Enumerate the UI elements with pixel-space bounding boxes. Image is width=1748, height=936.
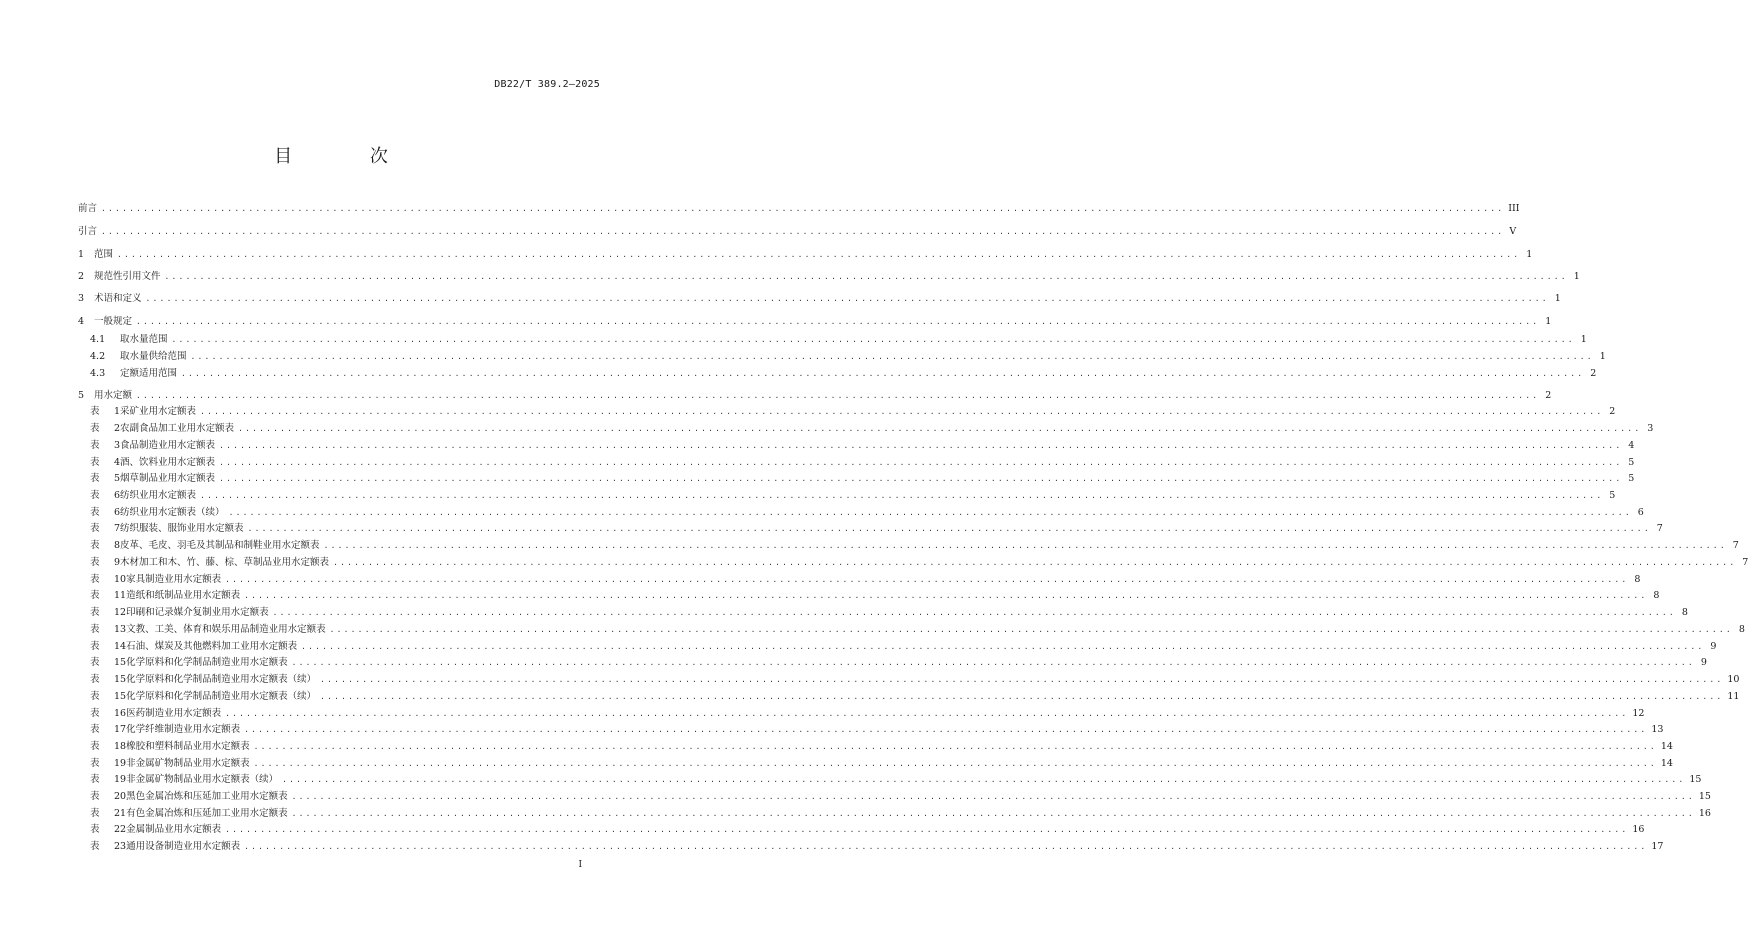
- toc-entry-page: 9: [1700, 657, 1707, 668]
- toc-entry[interactable]: [78, 202, 1520, 216]
- toc-entry-label: 定额适用范围: [120, 368, 178, 379]
- toc-entry-number: 表: [90, 824, 100, 835]
- toc-leader-dots: ........................................................................................................................................................................................................: [145, 294, 1549, 303]
- toc-table-number: 17: [114, 724, 127, 735]
- toc-entry-label: 橡胶和塑料制品业用水定额表: [126, 741, 250, 752]
- toc-entry-label: 食品制造业用水定额表: [120, 440, 216, 451]
- toc-entry-number: 表: [90, 440, 100, 451]
- toc-entry[interactable]: [78, 292, 1561, 306]
- toc-table-number: 15: [114, 691, 127, 702]
- toc-leader-dots: ........................................................................................................................................................................................................: [117, 250, 1521, 259]
- toc-entry-number: 表: [90, 641, 100, 652]
- toc-table-number: 21: [114, 808, 127, 819]
- toc-table-number: 15: [114, 674, 127, 685]
- toc-entry[interactable]: [90, 773, 1702, 787]
- toc-entry-label: 前言: [78, 203, 98, 214]
- toc-entry-number: 表: [90, 473, 100, 484]
- toc-table-number: 2: [114, 423, 121, 434]
- toc-leader-dots: ........................................................................................................................................................................................................: [219, 474, 1623, 483]
- toc-entry-number: 4: [78, 316, 85, 327]
- toc-entry[interactable]: [90, 522, 1663, 536]
- toc-entry-label: 范围: [94, 249, 114, 260]
- toc-entry-label: 木材加工和木、竹、藤、棕、草制品业用水定额表: [120, 557, 330, 568]
- toc-entry-number: 5: [78, 390, 85, 401]
- toc-entry-page: 10: [1727, 674, 1740, 685]
- toc-entry-number: 表: [90, 691, 100, 702]
- toc-entry[interactable]: [78, 248, 1533, 262]
- toc-entry-label: 石油、煤炭及其他燃料加工业用水定额表: [126, 641, 298, 652]
- toc-table-number: 16: [114, 708, 127, 719]
- toc-entry-number: 表: [90, 507, 100, 518]
- toc-entry-number: 表: [90, 708, 100, 719]
- toc-table-number: 9: [114, 557, 121, 568]
- toc-entry[interactable]: [90, 640, 1717, 654]
- toc-entry-page: 8: [1634, 574, 1641, 585]
- toc-entry[interactable]: [90, 707, 1645, 721]
- toc-leader-dots: ........................................................................................................................................................................................................: [200, 407, 1604, 416]
- toc-entry-page: 14: [1660, 741, 1673, 752]
- toc-entry[interactable]: [78, 315, 1552, 329]
- toc-entry-page: 5: [1628, 473, 1635, 484]
- toc-leader-dots: ........................................................................................................................................................................................................: [320, 692, 1724, 701]
- toc-entry-page: 2: [1609, 406, 1616, 417]
- toc-entry[interactable]: [90, 573, 1641, 587]
- toc-table-number: 14: [114, 641, 127, 652]
- toc-leader-dots: ........................................................................................................................................................................................................: [323, 541, 1727, 550]
- toc-entry-number: 表: [90, 624, 100, 635]
- toc-entry[interactable]: [90, 333, 1587, 347]
- toc-entry-page: 6: [1637, 507, 1644, 518]
- toc-table-number: 13: [114, 624, 127, 635]
- toc-entry[interactable]: [78, 225, 1517, 239]
- toc-entry-label: 引言: [78, 226, 98, 237]
- toc-entry-number: 4.3: [90, 368, 106, 379]
- toc-table-number: 12: [114, 607, 127, 618]
- toc-table-number: 6: [114, 507, 121, 518]
- toc-table-number: 15: [114, 657, 127, 668]
- page-number: I: [578, 860, 582, 870]
- toc-entry-page: 15: [1698, 791, 1711, 802]
- toc-entry-page: 7: [1732, 540, 1739, 551]
- toc-leader-dots: ........................................................................................................................................................................................................: [225, 575, 1629, 584]
- toc-entry-label: 取水量供给范围: [120, 351, 187, 362]
- toc-entry-page: 8: [1653, 590, 1660, 601]
- toc-entry-number: 表: [90, 674, 100, 685]
- toc-table-number: 3: [114, 440, 121, 451]
- toc-entry[interactable]: [90, 439, 1635, 453]
- toc-entry-number: 1: [78, 249, 85, 260]
- toc-leader-dots: ........................................................................................................................................................................................................: [228, 508, 1632, 517]
- toc-leader-dots: ........................................................................................................................................................................................................: [244, 591, 1648, 600]
- toc-entry-label: 用水定额: [94, 390, 133, 401]
- toc-leader-dots: ........................................................................................................................................................................................................: [164, 272, 1568, 281]
- toc-entry[interactable]: [90, 422, 1654, 436]
- toc-entry-page: 17: [1651, 841, 1664, 852]
- toc-leader-dots: ........................................................................................................................................................................................................: [200, 491, 1604, 500]
- toc-entry-number: 表: [90, 574, 100, 585]
- toc-entry-number: 3: [78, 293, 85, 304]
- toc-entry[interactable]: [90, 506, 1644, 520]
- toc-leader-dots: ........................................................................................................................................................................................................: [225, 709, 1629, 718]
- toc-entry-number: 表: [90, 590, 100, 601]
- toc-table-number: 1: [114, 406, 121, 417]
- toc-entry-page: 8: [1681, 607, 1688, 618]
- toc-entry[interactable]: [90, 790, 1711, 804]
- toc-entry[interactable]: [90, 556, 1748, 570]
- toc-entry-number: 表: [90, 808, 100, 819]
- toc-entry[interactable]: [90, 740, 1673, 754]
- toc-entry-label: 酒、饮料业用水定额表: [120, 457, 216, 468]
- toc-entry[interactable]: [90, 623, 1745, 637]
- toc-entry-label: 医药制造业用水定额表: [126, 708, 222, 719]
- toc-entry-label: 术语和定义: [94, 293, 142, 304]
- toc-entry-page: 4: [1628, 440, 1635, 451]
- toc-entry-label: 家具制造业用水定额表: [126, 574, 222, 585]
- toc-entry-label: 农副食品加工业用水定额表: [120, 423, 235, 434]
- toc-entry-label: 纺织业用水定额表（续）: [120, 507, 225, 518]
- toc-entry[interactable]: [90, 723, 1664, 737]
- toc-entry[interactable]: [90, 456, 1635, 470]
- toc-table-number: 8: [114, 540, 121, 551]
- toc-entry-number: 表: [90, 758, 100, 769]
- toc-entry-number: 表: [90, 557, 100, 568]
- toc-entry-page: 1: [1599, 351, 1606, 362]
- toc-leader-dots: ........................................................................................................................................................................................................: [136, 391, 1540, 400]
- toc-entry-label: 非金属矿物制品业用水定额表（续）: [126, 774, 279, 785]
- toc-table-number: 11: [114, 590, 127, 601]
- toc-entry[interactable]: [90, 673, 1740, 687]
- toc-table-number: 7: [114, 523, 121, 534]
- toc-leader-dots: ........................................................................................................................................................................................................: [247, 524, 1651, 533]
- toc-leader-dots: ........................................................................................................................................................................................................: [301, 642, 1705, 651]
- toc-entry-page: 9: [1710, 641, 1717, 652]
- toc-table-number: 19: [114, 774, 127, 785]
- toc-entry-label: 化学原料和化学制品制造业用水定额表: [126, 657, 288, 668]
- toc-entry-page: 13: [1651, 724, 1664, 735]
- toc-entry[interactable]: [90, 823, 1645, 837]
- toc-entry-label: 化学纤维制造业用水定额表: [126, 724, 241, 735]
- toc-entry[interactable]: [90, 589, 1660, 603]
- toc-entry-number: 4.1: [90, 334, 106, 345]
- toc-leader-dots: ........................................................................................................................................................................................................: [253, 759, 1657, 768]
- document-number: DB22/T 389.2—2025: [494, 79, 600, 90]
- toc-entry-page: 7: [1742, 557, 1748, 568]
- toc-leader-dots: ........................................................................................................................................................................................................: [101, 227, 1505, 236]
- toc-entry-label: 印刷和记录媒介复制业用水定额表: [126, 607, 269, 618]
- toc-entry[interactable]: [90, 350, 1606, 364]
- toc-entry-label: 纺织服装、服饰业用水定额表: [120, 523, 244, 534]
- toc-entry[interactable]: [90, 472, 1635, 486]
- toc-entry-page: 5: [1609, 490, 1616, 501]
- toc-entry-number: 表: [90, 490, 100, 501]
- toc-table-number: 20: [114, 791, 127, 802]
- toc-entry-page: 2: [1590, 368, 1597, 379]
- toc-entry-number: 表: [90, 540, 100, 551]
- toc-entry-label: 文教、工美、体育和娱乐用品制造业用水定额表: [126, 624, 326, 635]
- toc-leader-dots: ........................................................................................................................................................................................................: [291, 809, 1695, 818]
- toc-table-number: 19: [114, 758, 127, 769]
- toc-entry[interactable]: [90, 367, 1597, 381]
- toc-entry-page: 1: [1554, 293, 1561, 304]
- toc-table-number: 5: [114, 473, 121, 484]
- toc-entry-page: 16: [1698, 808, 1711, 819]
- toc-entry-page: 11: [1727, 691, 1740, 702]
- toc-leader-dots: ........................................................................................................................................................................................................: [101, 204, 1505, 213]
- toc-entry-label: 化学原料和化学制品制造业用水定额表（续）: [126, 691, 317, 702]
- toc-table-number: 6: [114, 490, 121, 501]
- toc-entry-number: 表: [90, 607, 100, 618]
- toc-entry-page: 3: [1647, 423, 1654, 434]
- toc-entry[interactable]: [78, 389, 1552, 403]
- toc-entry-label: 化学原料和化学制品制造业用水定额表（续）: [126, 674, 317, 685]
- toc-table-number: 4: [114, 457, 121, 468]
- toc-entry-label: 皮革、毛皮、羽毛及其制品和制鞋业用水定额表: [120, 540, 320, 551]
- toc-leader-dots: ........................................................................................................................................................................................................: [320, 675, 1724, 684]
- toc-leader-dots: ........................................................................................................................................................................................................: [244, 725, 1648, 734]
- toc-entry-number: 表: [90, 774, 100, 785]
- toc-entry-label: 有色金属冶炼和压延加工业用水定额表: [126, 808, 288, 819]
- toc-entry-page: 7: [1656, 523, 1663, 534]
- toc-table-number: 22: [114, 824, 127, 835]
- toc-entry-page: 14: [1660, 758, 1673, 769]
- toc-entry-number: 表: [90, 406, 100, 417]
- toc-entry-label: 采矿业用水定额表: [120, 406, 197, 417]
- toc-leader-dots: ........................................................................................................................................................................................................: [333, 558, 1737, 567]
- toc-entry-number: 表: [90, 724, 100, 735]
- toc-table-number: 23: [114, 841, 127, 852]
- toc-leader-dots: ........................................................................................................................................................................................................: [190, 352, 1594, 361]
- toc-entry[interactable]: [90, 539, 1739, 553]
- toc-leader-dots: ........................................................................................................................................................................................................: [219, 458, 1623, 467]
- toc-leader-dots: ........................................................................................................................................................................................................: [225, 825, 1629, 834]
- toc-entry-label: 纺织业用水定额表: [120, 490, 197, 501]
- toc-entry-label: 规范性引用文件: [94, 271, 161, 282]
- toc-entry-page: 8: [1738, 624, 1745, 635]
- toc-entry[interactable]: [78, 270, 1580, 284]
- toc-leader-dots: ........................................................................................................................................................................................................: [181, 369, 1585, 378]
- toc-entry-number: 2: [78, 271, 85, 282]
- toc-leader-dots: ........................................................................................................................................................................................................: [272, 608, 1676, 617]
- toc-leader-dots: ........................................................................................................................................................................................................: [238, 424, 1642, 433]
- toc-table-number: 10: [114, 574, 127, 585]
- toc-entry[interactable]: [90, 489, 1616, 503]
- toc-leader-dots: ........................................................................................................................................................................................................: [291, 792, 1695, 801]
- toc-leader-dots: ........................................................................................................................................................................................................: [282, 775, 1686, 784]
- toc-entry-page: 16: [1632, 824, 1645, 835]
- toc-entry-page: 1: [1580, 334, 1587, 345]
- toc-entry-label: 造纸和纸制品业用水定额表: [126, 590, 241, 601]
- toc-leader-dots: ........................................................................................................................................................................................................: [219, 441, 1623, 450]
- toc-leader-dots: ........................................................................................................................................................................................................: [291, 658, 1695, 667]
- toc-entry-label: 一般规定: [94, 316, 133, 327]
- toc-entry[interactable]: [90, 807, 1711, 821]
- toc-entry-label: 非金属矿物制品业用水定额表: [126, 758, 250, 769]
- toc-entry[interactable]: [90, 606, 1688, 620]
- toc-entry-number: 表: [90, 741, 100, 752]
- toc-entry-number: 表: [90, 457, 100, 468]
- toc-leader-dots: ........................................................................................................................................................................................................: [136, 317, 1540, 326]
- toc-entry-label: 黑色金属冶炼和压延加工业用水定额表: [126, 791, 288, 802]
- toc-entry-label: 通用设备制造业用水定额表: [126, 841, 241, 852]
- toc-entry-page: 15: [1689, 774, 1702, 785]
- toc-table-number: 18: [114, 741, 127, 752]
- toc-entry-page: 1: [1526, 249, 1533, 260]
- toc-leader-dots: ........................................................................................................................................................................................................: [244, 842, 1648, 851]
- toc-entry[interactable]: [90, 690, 1740, 704]
- page-title: 目 次: [274, 146, 424, 167]
- toc-entry-label: 取水量范围: [120, 334, 168, 345]
- toc-entry-page: 5: [1628, 457, 1635, 468]
- toc-entry-number: 表: [90, 423, 100, 434]
- toc-entry-number: 4.2: [90, 351, 106, 362]
- toc-entry-page: 1: [1545, 316, 1552, 327]
- toc-entry-number: 表: [90, 523, 100, 534]
- toc-entry[interactable]: [90, 405, 1616, 419]
- toc-entry-number: 表: [90, 791, 100, 802]
- toc-entry-page: 1: [1573, 271, 1580, 282]
- toc-entry-page: 12: [1632, 708, 1645, 719]
- toc-entry-number: 表: [90, 657, 100, 668]
- toc-entry[interactable]: [90, 757, 1673, 771]
- toc-entry-page: V: [1509, 226, 1517, 237]
- toc-entry-number: 表: [90, 841, 100, 852]
- toc-leader-dots: ........................................................................................................................................................................................................: [253, 742, 1657, 751]
- toc-entry[interactable]: [90, 656, 1707, 670]
- toc-entry-label: 金属制品业用水定额表: [126, 824, 222, 835]
- toc-entry-label: 烟草制品业用水定额表: [120, 473, 216, 484]
- toc-entry-page: 2: [1545, 390, 1552, 401]
- toc-leader-dots: ........................................................................................................................................................................................................: [171, 335, 1575, 344]
- toc-entry[interactable]: [90, 840, 1664, 854]
- toc-leader-dots: ........................................................................................................................................................................................................: [329, 625, 1733, 634]
- toc-entry-page: III: [1508, 203, 1520, 214]
